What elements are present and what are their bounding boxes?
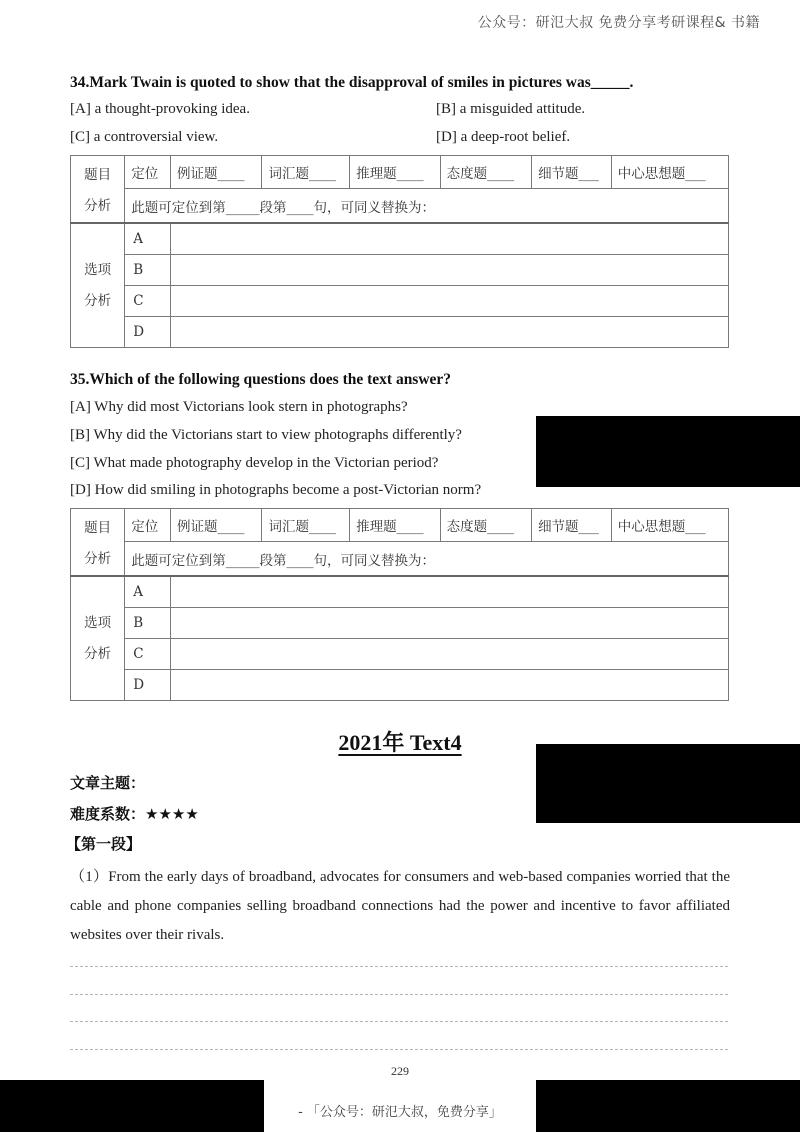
option-c-analysis-field[interactable] <box>171 639 729 670</box>
type-attitude[interactable]: 态度题____ <box>440 156 531 189</box>
paragraph-label: 【第一段】 <box>66 835 142 853</box>
q34-option-a: [A] a thought-provoking idea. <box>70 101 250 117</box>
question-analysis-label: 题目 分析 <box>71 509 125 577</box>
article-theme-label: 文章主题： <box>70 774 146 792</box>
redaction-box <box>536 416 800 487</box>
type-inference[interactable]: 推理题____ <box>350 509 441 542</box>
option-b-analysis-field[interactable] <box>171 608 729 639</box>
paragraph-1: （1）From the early days of broadband, advocates for consumers and web-based companies worried that the cable and phone companies selling broadband connections had the power and incentive to favor affiliated websites over their rivals. <box>70 869 730 943</box>
locate-text-field[interactable]: 此题可定位到第_____段第____句，可同义替换为： <box>125 542 729 576</box>
difficulty-label: 难度系数：★★★★ <box>70 805 199 823</box>
writing-line[interactable] <box>70 1021 728 1022</box>
footer-watermark: - 「公众号：研氾大叔，免费分享」 <box>298 1105 502 1120</box>
option-b-analysis-field[interactable] <box>171 255 729 286</box>
writing-line[interactable] <box>70 994 728 995</box>
redaction-box <box>0 1080 264 1132</box>
option-letter-a: A <box>125 223 171 255</box>
redaction-box <box>536 1080 800 1132</box>
option-analysis-label: 选项 分析 <box>71 576 125 701</box>
q34-option-b: [B] a misguided attitude. <box>436 101 586 117</box>
header-watermark: 公众号：研氾大叔 免费分享考研课程& 书籍 <box>477 15 760 31</box>
locate-text-field[interactable]: 此题可定位到第_____段第____句，可同义替换为： <box>125 189 729 223</box>
option-letter-d: D <box>125 317 171 348</box>
option-letter-d: D <box>125 670 171 701</box>
question-34-title: 34.Mark Twain is quoted to show that the disapproval of smiles in pictures was_____. <box>70 74 634 91</box>
page-number: 229 <box>391 1064 409 1078</box>
option-a-analysis-field[interactable] <box>171 223 729 255</box>
question-35-title: 35.Which of the following questions does the text answer? <box>70 371 452 388</box>
writing-line[interactable] <box>70 966 728 967</box>
q35-option-a: [A] Why did most Victorians look stern in photographs? <box>70 399 408 415</box>
option-letter-b: B <box>125 255 171 286</box>
type-vocabulary[interactable]: 词汇题____ <box>262 156 350 189</box>
type-example[interactable]: 例证题____ <box>171 509 262 542</box>
question-analysis-label: 题目 分析 <box>71 156 125 224</box>
option-c-analysis-field[interactable] <box>171 286 729 317</box>
q34-option-c: [C] a controversial view. <box>70 129 219 145</box>
redaction-box <box>536 744 800 823</box>
type-detail[interactable]: 细节题___ <box>532 509 612 542</box>
type-detail[interactable]: 细节题___ <box>532 156 612 189</box>
q35-option-b: [B] Why did the Victorians start to view photographs differently? <box>70 427 462 443</box>
writing-line[interactable] <box>70 1049 728 1050</box>
section-title: 2021年 Text4 <box>338 730 462 755</box>
option-letter-b: B <box>125 608 171 639</box>
type-locate: 定位 <box>125 509 171 542</box>
q34-analysis-table <box>70 155 729 348</box>
option-letter-c: C <box>125 639 171 670</box>
option-d-analysis-field[interactable] <box>171 317 729 348</box>
option-a-analysis-field[interactable] <box>171 576 729 608</box>
option-letter-c: C <box>125 286 171 317</box>
q34-option-d: [D] a deep-root belief. <box>436 129 571 145</box>
option-d-analysis-field[interactable] <box>171 670 729 701</box>
option-analysis-label: 选项 分析 <box>71 223 125 348</box>
type-main-idea[interactable]: 中心思想题___ <box>611 156 728 189</box>
type-vocabulary[interactable]: 词汇题____ <box>262 509 350 542</box>
q35-analysis-table <box>70 508 729 701</box>
q35-option-d: [D] How did smiling in photographs become a post-Victorian norm? <box>70 482 482 498</box>
option-letter-a: A <box>125 576 171 608</box>
type-locate: 定位 <box>125 156 171 189</box>
type-inference[interactable]: 推理题____ <box>350 156 441 189</box>
type-main-idea[interactable]: 中心思想题___ <box>611 509 728 542</box>
q35-option-c: [C] What made photography develop in the Victorian period? <box>70 455 439 471</box>
type-example[interactable]: 例证题____ <box>171 156 262 189</box>
type-attitude[interactable]: 态度题____ <box>440 509 531 542</box>
